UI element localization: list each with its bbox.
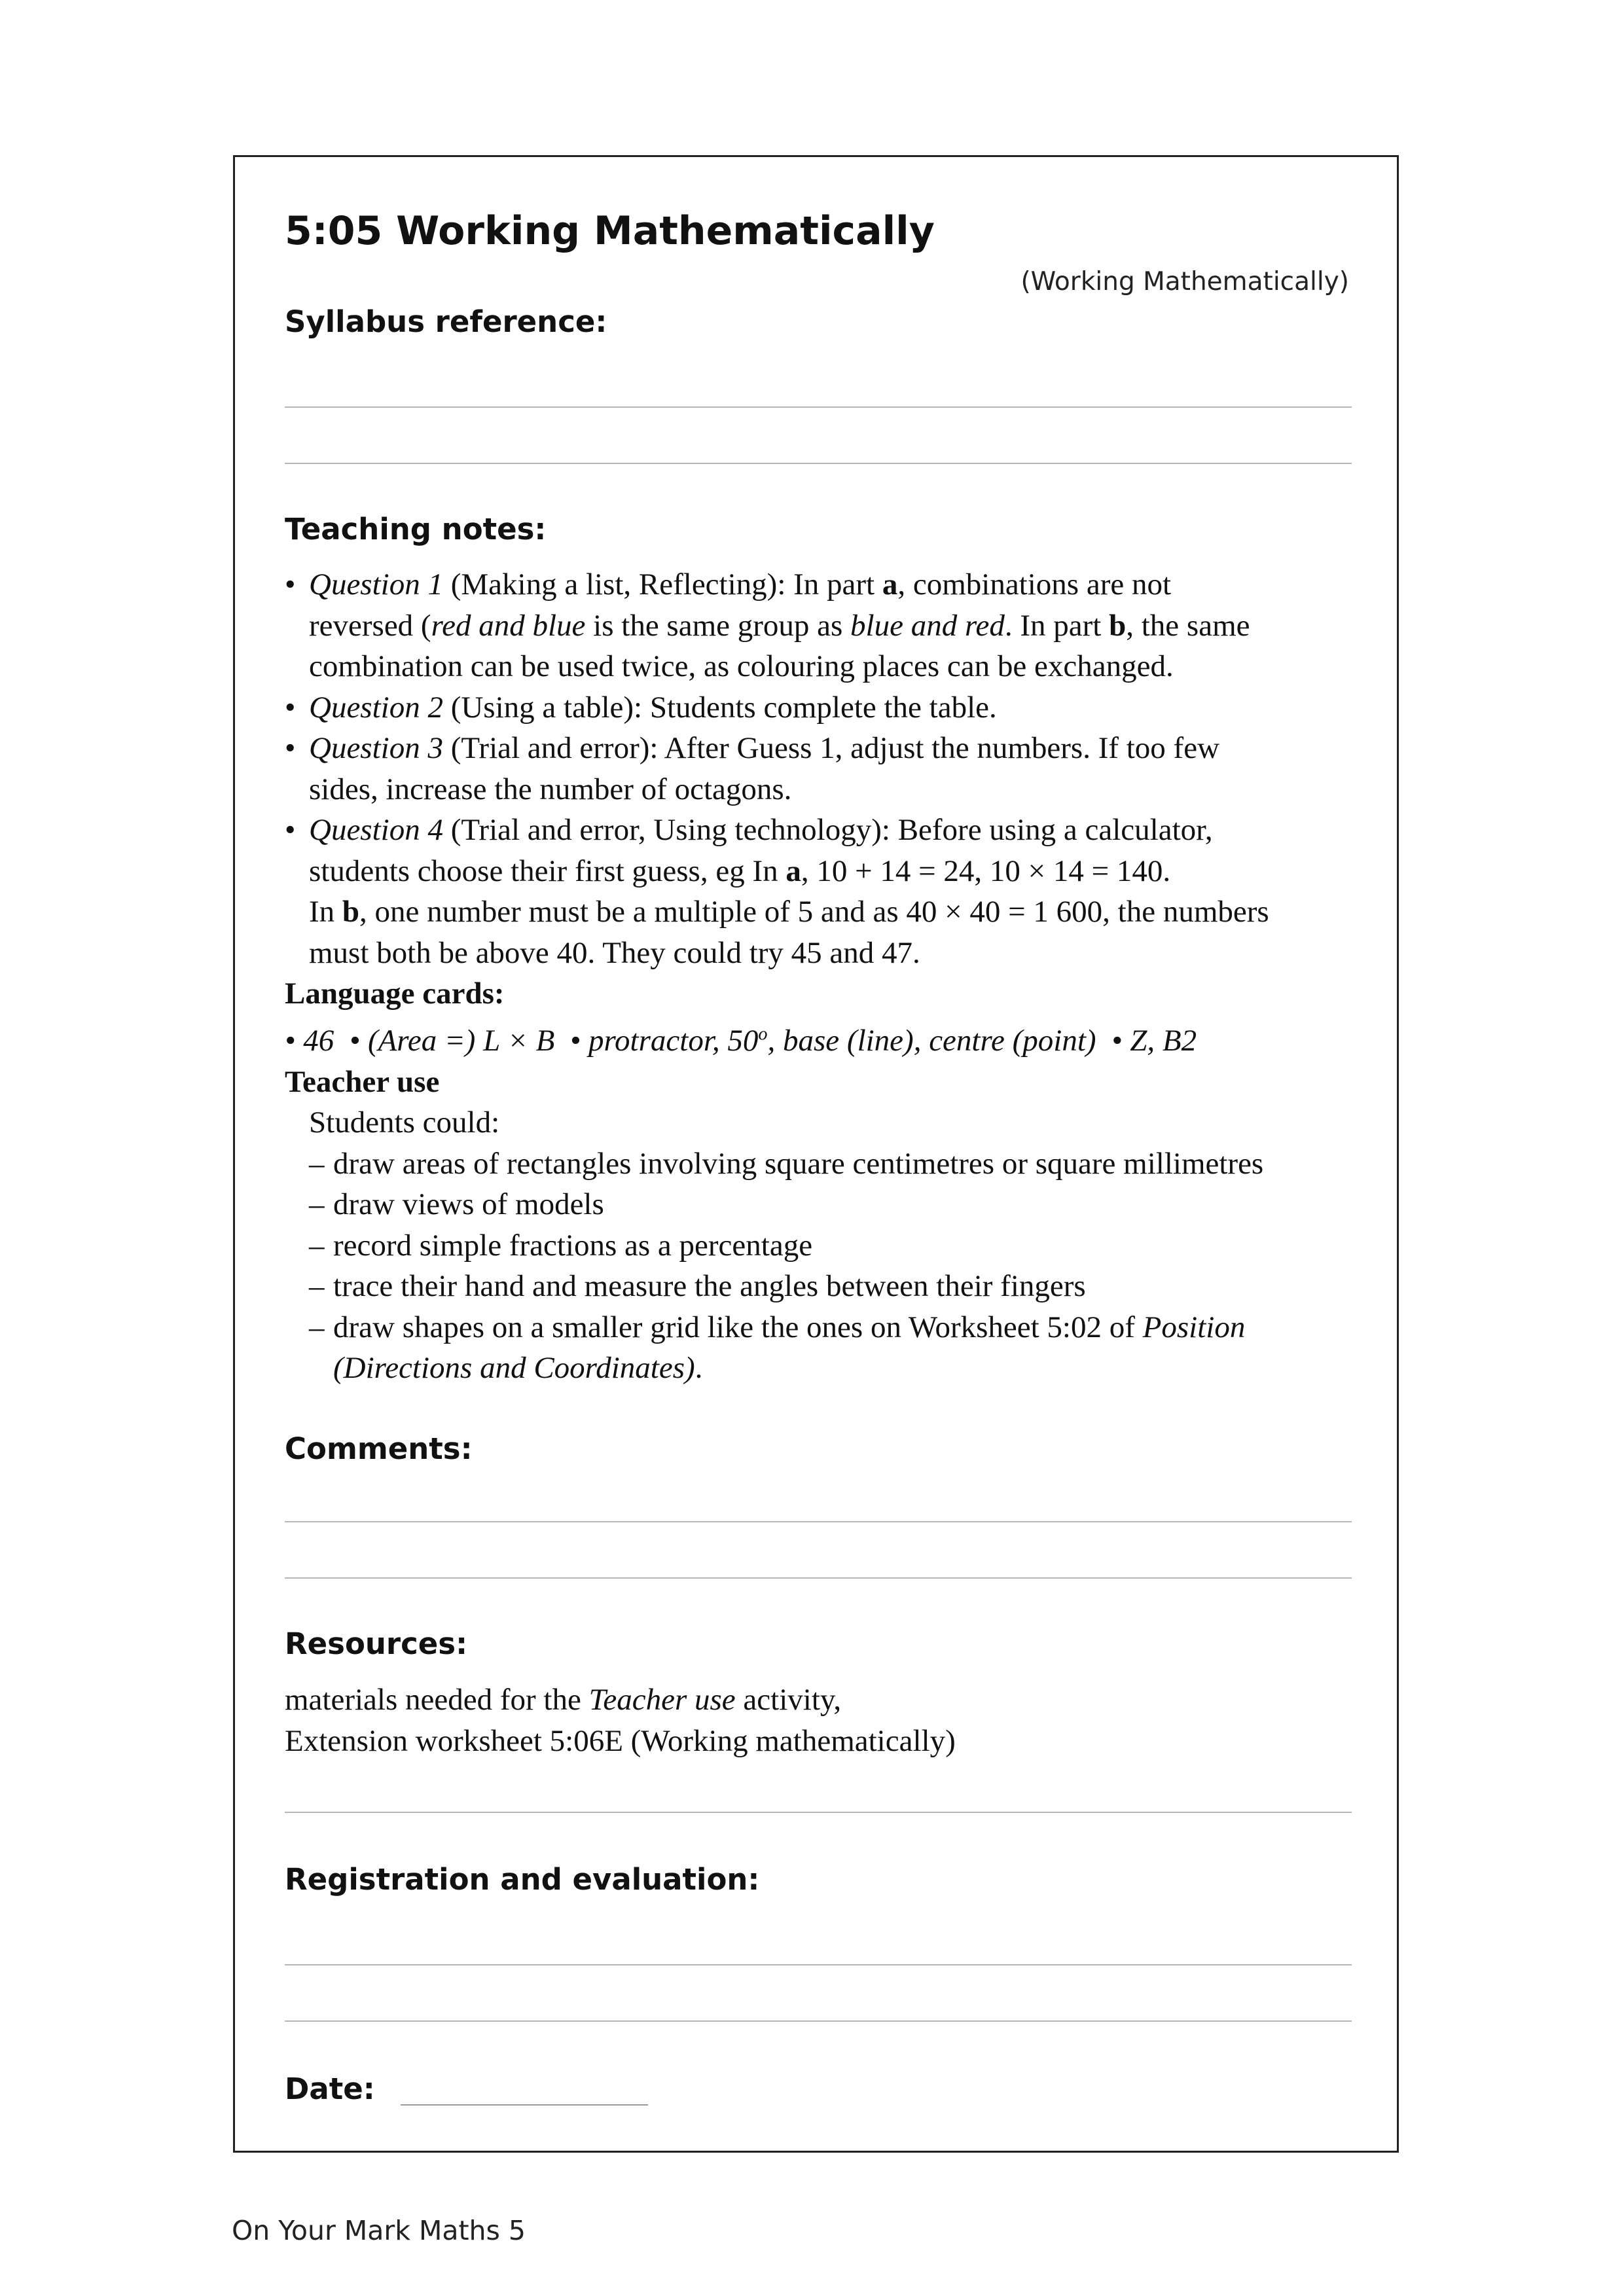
resources-line[interactable] <box>285 1812 1352 1813</box>
note-q3-line-1: • Question 3 (Trial and error): After Guess 1, adjust the numbers. If too few <box>285 731 1220 765</box>
note-q4-line-4: must both be above 40. They could try 45 and 47. <box>309 935 920 970</box>
note-q1-line-1: • Question 1 (Making a list, Reflecting): In part a, combinations are not <box>285 567 1172 601</box>
note-q4-line-1: • Question 4 (Trial and error, Using technology): Before using a calculator, <box>285 813 1213 847</box>
resources-line-2: Extension worksheet 5:06E (Working mathematically) <box>285 1723 956 1758</box>
page-subtitle: (Working Mathematically) <box>1020 267 1349 296</box>
comments-line-1[interactable] <box>285 1521 1352 1522</box>
teacher-item: – draw areas of rectangles involving square centimetres or square millimetres <box>309 1146 1264 1181</box>
note-q1-line-2: reversed (red and blue is the same group as blue and red. In part b, the same <box>309 608 1250 643</box>
resources-heading: Resources: <box>285 1626 468 1661</box>
syllabus-heading: Syllabus reference: <box>285 304 607 339</box>
resources-line-1: materials needed for the Teacher use activity, <box>285 1683 842 1717</box>
syllabus-line-1[interactable] <box>285 406 1352 408</box>
registration-heading: Registration and evaluation: <box>285 1862 760 1897</box>
page-title: 5:05 Working Mathematically <box>285 208 935 254</box>
teacher-item: – record simple fractions as a percentage <box>309 1228 813 1263</box>
teacher-use-heading: Teacher use <box>285 1064 440 1099</box>
comments-line-2[interactable] <box>285 1577 1352 1579</box>
comments-heading: Comments: <box>285 1431 473 1466</box>
teacher-item: – draw views of models <box>309 1187 604 1222</box>
registration-line-1[interactable] <box>285 1964 1352 1965</box>
note-q4-line-3: In b, one number must be a multiple of 5 and as 40 × 40 = 1 600, the numbers <box>309 895 1269 929</box>
teacher-item-continued: (Directions and Coordinates). <box>333 1351 703 1386</box>
language-cards-heading: Language cards: <box>285 977 505 1011</box>
teaching-notes-heading: Teaching notes: <box>285 512 547 547</box>
syllabus-line-2[interactable] <box>285 463 1352 464</box>
note-q3-line-2: sides, increase the number of octagons. <box>309 772 792 806</box>
teacher-use-intro: Students could: <box>309 1105 500 1140</box>
resources-text <box>285 1679 956 1761</box>
teaching-notes <box>285 564 1384 1389</box>
teacher-item: – draw shapes on a smaller grid like the ones on Worksheet 5:02 of Position <box>309 1310 1246 1344</box>
teacher-item: – trace their hand and measure the angles between their fingers <box>309 1269 1086 1304</box>
date-field-line[interactable] <box>401 2104 648 2106</box>
note-q1-line-3: combination can be used twice, as colouring places can be exchanged. <box>309 649 1174 683</box>
registration-line-2[interactable] <box>285 2020 1352 2022</box>
language-cards: • 46 • (Area =) L × B • protractor, 50$^o$, base (line), centre (point) • Z, B2 <box>285 1024 1197 1058</box>
date-label: Date: <box>285 2072 375 2106</box>
footer-text: On Your Mark Maths 5 <box>232 2215 526 2246</box>
note-q2: • Question 2 (Using a table): Students complete the table. <box>285 690 997 725</box>
note-q4-line-2: students choose their first guess, eg In a, 10 + 14 = 24, 10 × 14 = 140. <box>309 853 1171 888</box>
